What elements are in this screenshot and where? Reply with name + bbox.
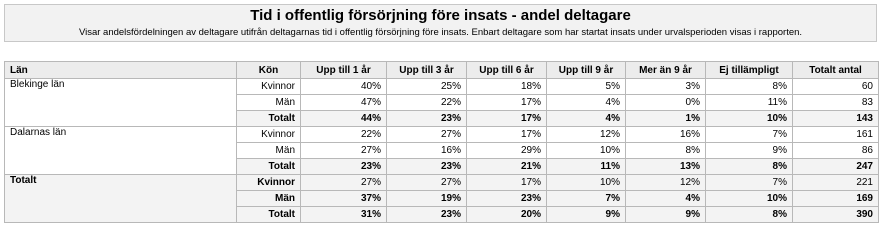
value-cell: 23% — [387, 111, 467, 127]
value-cell: 10% — [547, 175, 626, 191]
group-grand-total — [5, 175, 879, 223]
group-dalarna — [5, 127, 879, 175]
count-cell: 247 — [793, 159, 879, 175]
value-cell: 9% — [547, 207, 626, 223]
column-header-ej-tillampligt[interactable]: Ej tillämpligt — [706, 62, 793, 79]
value-cell: 29% — [467, 143, 547, 159]
value-cell: 1% — [626, 111, 706, 127]
column-header-kon[interactable]: Kön — [237, 62, 301, 79]
value-cell: 7% — [706, 175, 793, 191]
value-cell: 27% — [301, 175, 387, 191]
count-cell: 390 — [793, 207, 879, 223]
value-cell: 5% — [547, 79, 626, 95]
value-cell: 23% — [387, 207, 467, 223]
column-header-upp-till-3-ar[interactable]: Upp till 3 år — [387, 62, 467, 79]
value-cell: 27% — [387, 175, 467, 191]
group-blekinge — [5, 79, 879, 127]
value-cell: 22% — [301, 127, 387, 143]
gender-cell: Kvinnor — [237, 127, 301, 143]
value-cell: 7% — [547, 191, 626, 207]
table-row — [5, 79, 879, 95]
gender-cell: Män — [237, 95, 301, 111]
value-cell: 22% — [387, 95, 467, 111]
count-cell: 60 — [793, 79, 879, 95]
value-cell: 21% — [467, 159, 547, 175]
column-header-upp-till-9-ar[interactable]: Upp till 9 år — [547, 62, 626, 79]
gender-cell: Kvinnor — [237, 175, 301, 191]
report-subtitle: Visar andelsfördelningen av deltagare utifrån deltagarnas tid i offentlig försörjning före insats. Enbart deltagare som har startat insats under urvalsperioden visas i rapporten. — [78, 27, 803, 38]
table-row — [5, 127, 879, 143]
value-cell: 7% — [706, 127, 793, 143]
column-header-totalt-antal[interactable]: Totalt antal — [793, 62, 879, 79]
count-cell: 221 — [793, 175, 879, 191]
value-cell: 9% — [706, 143, 793, 159]
value-cell: 3% — [626, 79, 706, 95]
gender-cell: Män — [237, 191, 301, 207]
report-title: Tid i offentlig försörjning före insats - andel deltagare — [250, 7, 631, 24]
gender-cell: Totalt — [237, 207, 301, 223]
value-cell: 0% — [626, 95, 706, 111]
value-cell: 16% — [387, 143, 467, 159]
value-cell: 11% — [706, 95, 793, 111]
gender-cell: Totalt — [237, 111, 301, 127]
value-cell: 17% — [467, 175, 547, 191]
count-cell: 161 — [793, 127, 879, 143]
value-cell: 8% — [706, 207, 793, 223]
value-cell: 16% — [626, 127, 706, 143]
header-row — [5, 62, 879, 79]
gender-cell: Totalt — [237, 159, 301, 175]
gender-cell: Män — [237, 143, 301, 159]
value-cell: 40% — [301, 79, 387, 95]
value-cell: 4% — [547, 111, 626, 127]
column-header-upp-till-6-ar[interactable]: Upp till 6 år — [467, 62, 547, 79]
column-header-upp-till-1-ar[interactable]: Upp till 1 år — [301, 62, 387, 79]
value-cell: 11% — [547, 159, 626, 175]
column-header-lan[interactable]: Län — [5, 62, 237, 79]
region-cell: Totalt — [5, 175, 237, 223]
value-cell: 27% — [301, 143, 387, 159]
table-row — [5, 175, 879, 191]
value-cell: 23% — [467, 191, 547, 207]
value-cell: 44% — [301, 111, 387, 127]
column-header-mer-an-9-ar[interactable]: Mer än 9 år — [626, 62, 706, 79]
value-cell: 13% — [626, 159, 706, 175]
count-cell: 143 — [793, 111, 879, 127]
gender-cell: Kvinnor — [237, 79, 301, 95]
value-cell: 47% — [301, 95, 387, 111]
value-cell: 12% — [626, 175, 706, 191]
value-cell: 25% — [387, 79, 467, 95]
value-cell: 8% — [706, 79, 793, 95]
value-cell: 17% — [467, 111, 547, 127]
value-cell: 12% — [547, 127, 626, 143]
count-cell: 86 — [793, 143, 879, 159]
value-cell: 23% — [387, 159, 467, 175]
value-cell: 18% — [467, 79, 547, 95]
value-cell: 27% — [387, 127, 467, 143]
value-cell: 8% — [626, 143, 706, 159]
report-table — [4, 61, 879, 223]
value-cell: 17% — [467, 127, 547, 143]
value-cell: 10% — [547, 143, 626, 159]
value-cell: 9% — [626, 207, 706, 223]
value-cell: 19% — [387, 191, 467, 207]
count-cell: 83 — [793, 95, 879, 111]
value-cell: 37% — [301, 191, 387, 207]
value-cell: 8% — [706, 159, 793, 175]
value-cell: 23% — [301, 159, 387, 175]
region-cell: Blekinge län — [5, 79, 237, 127]
value-cell: 10% — [706, 111, 793, 127]
count-cell: 169 — [793, 191, 879, 207]
value-cell: 4% — [547, 95, 626, 111]
value-cell: 17% — [467, 95, 547, 111]
value-cell: 31% — [301, 207, 387, 223]
value-cell: 4% — [626, 191, 706, 207]
value-cell: 10% — [706, 191, 793, 207]
value-cell: 20% — [467, 207, 547, 223]
region-cell: Dalarnas län — [5, 127, 237, 175]
report-header — [4, 4, 877, 42]
